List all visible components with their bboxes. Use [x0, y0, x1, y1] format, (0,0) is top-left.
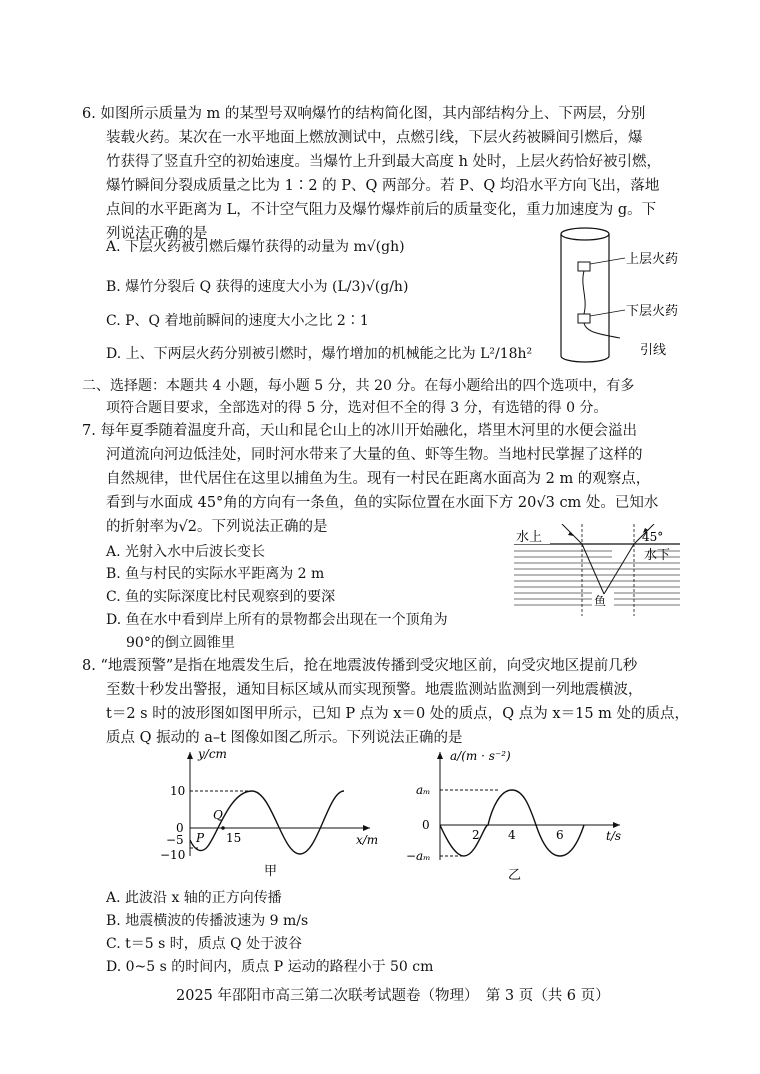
- q7-option-d: D. 鱼在水中看到岸上所有的景物都会出现在一个顶角为: [106, 612, 448, 628]
- q6-line: 装载火药。某次在一水平地面上燃放测试中，点燃引线，下层火药被瞬间引燃后，爆: [106, 130, 643, 146]
- tick-neg-am: −aₘ: [406, 849, 431, 863]
- q7-line: 自然规律，世代居住在这里以捕鱼为生。现有一村民在距离水面高为 2 m 的观察点，: [106, 471, 651, 487]
- q7-option-d-cont: 90°的倒立圆锥里: [126, 635, 235, 651]
- y-axis-label: a/(m · s⁻²): [450, 749, 511, 763]
- q6-option-d: D. 上、下两层火药分别被引燃时，爆竹增加的机械能之比为 L²/18h²: [106, 346, 533, 362]
- tick-neg10: −10: [160, 848, 186, 862]
- q7-line: 看到与水面成 45°角的方向有一条鱼，鱼的实际位置在水面下方 20√3 cm 处。已知水: [106, 495, 659, 511]
- angle-label: 45°: [642, 530, 664, 544]
- firecracker-diagram: [550, 226, 710, 370]
- above-water-label: 水上: [516, 530, 543, 545]
- q8-option-a: A. 此波沿 x 轴的正方向传播: [106, 890, 282, 906]
- point-q-label: Q: [213, 808, 223, 822]
- q8-option-c: C. t＝5 s 时，质点 Q 处于波谷: [106, 936, 303, 952]
- section-2-header-cont: 项符合题目要求，全部选对的得 5 分，选对但不全的得 3 分，有选错的得 0 分。: [106, 400, 608, 416]
- tick-0: 0: [176, 821, 184, 835]
- q7-line: 河道流向河边低洼处，同时河水带来了大量的鱼、虾等生物。当地村民掌握了这样的: [106, 447, 643, 463]
- tick-2: 2: [472, 828, 480, 842]
- upper-powder-label: 上层火药: [626, 252, 679, 267]
- fish-label: 鱼: [594, 594, 607, 608]
- tick-6: 6: [556, 828, 564, 842]
- q6-option-b: B. 爆竹分裂后 Q 获得的速度大小为 (L/3)√(g/h): [106, 279, 409, 295]
- q6-option-c: C. P、Q 着地前瞬间的速度大小之比 2∶1: [106, 313, 369, 329]
- q7-option-c: C. 鱼的实际深度比村民观察到的要深: [106, 589, 336, 605]
- q6-line: 列说法正确的是: [106, 226, 208, 242]
- q6-option-a: A. 下层火药被引燃后爆竹获得的动量为 m√(gh): [106, 239, 405, 255]
- tick-0: 0: [422, 818, 430, 832]
- q7-option-a: A. 光射入水中后波长变长: [106, 544, 266, 560]
- q8-line: 8. “地震预警”是指在地震发生后，抢在地震波传播到受灾地区前，向受灾地区提前几秒: [82, 658, 638, 674]
- figure-caption-jia: 甲: [264, 864, 278, 879]
- q6-line: 竹获得了竖直升空的初始速度。当爆竹上升到最大高度 h 处时，上层火药恰好被引燃，: [106, 154, 662, 170]
- q7-option-b: B. 鱼与村民的实际水平距离为 2 m: [106, 566, 325, 582]
- below-water-label: 水下: [644, 548, 671, 563]
- fuse-label: 引线: [640, 343, 667, 358]
- tick-am: aₘ: [416, 783, 431, 797]
- q8-line: t＝2 s 时的波形图如图甲所示，已知 P 点为 x＝0 处的质点，Q 点为 x＝15 m 处的质点，: [106, 706, 690, 722]
- tick-15: 15: [226, 831, 242, 845]
- q8-option-d: D. 0~5 s 的时间内，质点 P 运动的路程小于 50 cm: [106, 959, 434, 975]
- tick-10: 10: [170, 784, 186, 798]
- page-footer: 2025 年邵阳市高三第二次联考试题卷（物理） 第 3 页（共 6 页）: [176, 988, 610, 1004]
- q8-option-b: B. 地震横波的传播波速为 9 m/s: [106, 913, 309, 929]
- q8-line: 质点 Q 振动的 a–t 图像如图乙所示。下列说法正确的是: [106, 730, 463, 746]
- q6-line: 6. 如图所示质量为 m 的某型号双响爆竹的结构简化图，其内部结构分上、下两层，分别: [82, 106, 646, 122]
- y-axis-label: y/cm: [198, 748, 227, 761]
- tick-4: 4: [508, 828, 516, 842]
- figure-caption-yi: 乙: [508, 868, 522, 883]
- x-axis-label: x/m: [356, 833, 379, 847]
- q6-line: 点间的水平距离为 L，不计空气阻力及爆竹爆炸前后的质量变化，重力加速度为 g。下: [106, 202, 657, 218]
- refraction-diagram: [512, 524, 682, 616]
- section-2-header: 二、选择题：本题共 4 小题，每小题 5 分，共 20 分。在每小题给出的四个选项中，有多: [82, 378, 635, 394]
- lower-powder-label: 下层火药: [626, 304, 679, 319]
- q8-line: 至数十秒发出警报，通知目标区域从而实现预警。地震监测站监测到一列地震横波，: [106, 682, 643, 698]
- wave-graph-jia: [160, 748, 390, 888]
- point-p-label: P: [196, 831, 205, 845]
- q7-line: 7. 每年夏季随着温度升高，天山和昆仑山上的冰川开始融化，塔里木河里的水便会溢出: [82, 423, 637, 439]
- x-axis-label: t/s: [606, 829, 622, 843]
- q7-line: 的折射率为√2。下列说法正确的是: [106, 519, 328, 535]
- q6-line: 爆竹瞬间分裂成质量之比为 1∶2 的 P、Q 两部分。若 P、Q 均沿水平方向飞出，落地: [106, 178, 660, 194]
- acceleration-graph-yi: [400, 748, 630, 888]
- tick-neg5: −5: [166, 833, 184, 847]
